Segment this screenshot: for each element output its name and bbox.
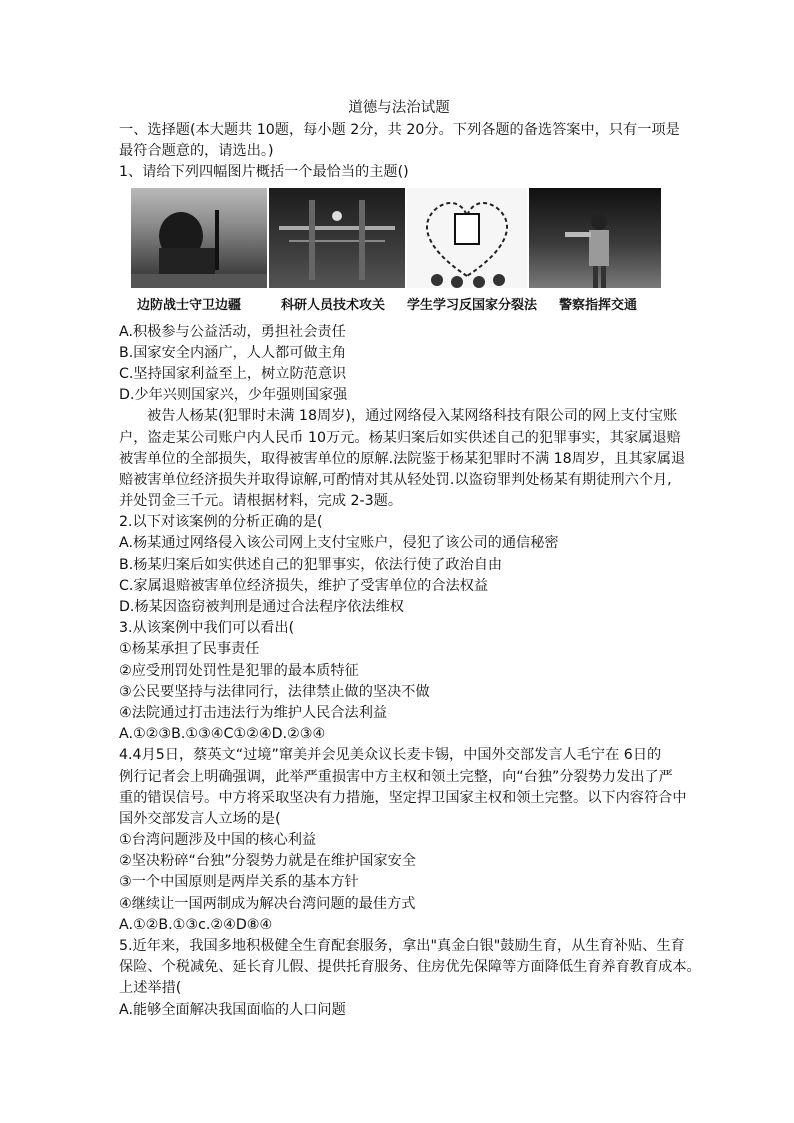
q3-item-4: ④法院通过打击违法行为维护人民合法利益 [119, 704, 388, 721]
q4-answers: A.①②B.①③c.②④D⑧④ [119, 916, 273, 933]
caption-researchers: 科研人员技术攻关 [281, 297, 386, 313]
q3-item-1: ①杨某承担了民事责任 [119, 641, 260, 658]
q1-photo-strip [119, 188, 679, 322]
q3-answers: A.①②③B.①③④C①②④D.②③④ [119, 726, 326, 743]
section-heading-line-1: 一、选择题(本大题共 10题，每小题 2分，共 20分。下列各题的备选答案中，只有一项是 [119, 122, 680, 138]
q4-stem-line-3: 重的错误信号。中方将采取坚决有力措施，坚定捍卫国家主权和领土完整。以下内容符合中 [119, 789, 687, 806]
q2-option-b: B.杨某归案后如实供述自己的犯罪事实，依法行使了政治自由 [119, 556, 503, 573]
q4-item-2: ②坚决粉碎“台独”分裂势力就是在维护国家安全 [119, 853, 416, 870]
q2-option-d: D.杨某因盗窃被判刑是通过合法程序依法维权 [119, 599, 404, 615]
q5-stem-line-2: 保险、个税减免、延长育儿假、提供托育服务、住房优先保障等方面降低生育养育教育成本。 [119, 959, 701, 976]
material-line-1: 被告人杨某(犯罪时未满 18周岁)，通过网络侵入某网络科技有限公司的网上支付宝账 [147, 408, 678, 425]
material-line-2: 户，盗走某公司账户内人民币 10万元。杨某归案后如实供述自己的犯罪事实，其家属退赔 [119, 429, 681, 446]
q2-stem: 2.以下对该案例的分析正确的是( [119, 514, 323, 531]
section-heading-line-2: 最符合题意的，请选出。) [119, 143, 274, 160]
q1-option-c: C.坚持国家利益至上，树立防范意识 [119, 365, 347, 382]
q5-option-a: A.能够全面解决我国面临的人口问题 [119, 1001, 346, 1018]
q5-stem-line-1: 5.近年来，我国多地积极健全生育配套服务，拿出"真金白银"鼓励生育，从生育补贴、生育 [119, 938, 685, 954]
q3-stem: 3.从该案例中我们可以看出( [119, 620, 295, 637]
material-line-3: 被害单位的全部损失，取得被害单位的原解.法院鉴于杨某犯罪时不满 18周岁，且其家属退 [119, 450, 686, 467]
research-lab-photo [269, 188, 405, 288]
border-soldier-photo [131, 188, 267, 288]
q4-stem-line-1: 4.4月5日，蔡英文“过境”窜美并会见美众议长麦卡锡，中国外交部发言人毛宁在 6日的 [119, 747, 662, 764]
q5-stem-line-3: 上述举措( [119, 980, 182, 997]
q3-item-2: ②应受刑罚处罚性是犯罪的最本质特征 [119, 662, 359, 679]
q4-stem-line-2: 例行记者会上明确强调，此举严重损害中方主权和领土完整，向“台独”分裂势力发出了严 [119, 768, 673, 785]
q1-option-a: A.积极参与公益活动，勇担社会责任 [119, 323, 346, 340]
q4-item-3: ③一个中国原则是两岸关系的基本方针 [119, 874, 359, 891]
q4-stem-line-4: 国外交部发言人立场的是( [119, 810, 281, 827]
q2-option-a: A.杨某通过网络侵入该公司网上支付宝账户，侵犯了该公司的通信秘密 [119, 535, 559, 552]
q1-option-b: B.国家安全内涵广，人人都可做主角 [119, 344, 347, 361]
police-traffic-photo [529, 188, 661, 288]
caption-police: 警察指挥交通 [559, 297, 638, 313]
material-line-4: 赔被害单位经济损失并取得谅解,可酌情对其从轻处罚.以盗窃罪判处杨某有期徒刑六个月, [119, 471, 672, 488]
q4-item-4: ④继续让一国两制成为解决台湾问题的最佳方式 [119, 895, 416, 912]
q1-stem: 1、请给下列四幅图片概括一个最恰当的主题() [119, 164, 409, 181]
caption-border-soldier: 边防战士守卫边疆 [137, 297, 242, 313]
q1-option-d: D.少年兴则国家兴，少年强则国家强 [119, 387, 348, 404]
students-heart-board-photo [407, 188, 527, 288]
exam-page [119, 96, 701, 1021]
q3-item-3: ③公民要坚持与法律同行，法律禁止做的坚决不做 [119, 683, 430, 700]
exam-title: 道德与法治试题 [348, 100, 450, 116]
material-line-5: 并处罚金三千元。请根据材料，完成 2-3题。 [119, 493, 403, 510]
q2-option-c: C.家属退赔被害单位经济损失，维护了受害单位的合法权益 [119, 577, 489, 594]
q4-item-1: ①台湾问题涉及中国的核心利益 [119, 832, 317, 849]
caption-students: 学生学习反国家分裂法 [407, 297, 538, 313]
